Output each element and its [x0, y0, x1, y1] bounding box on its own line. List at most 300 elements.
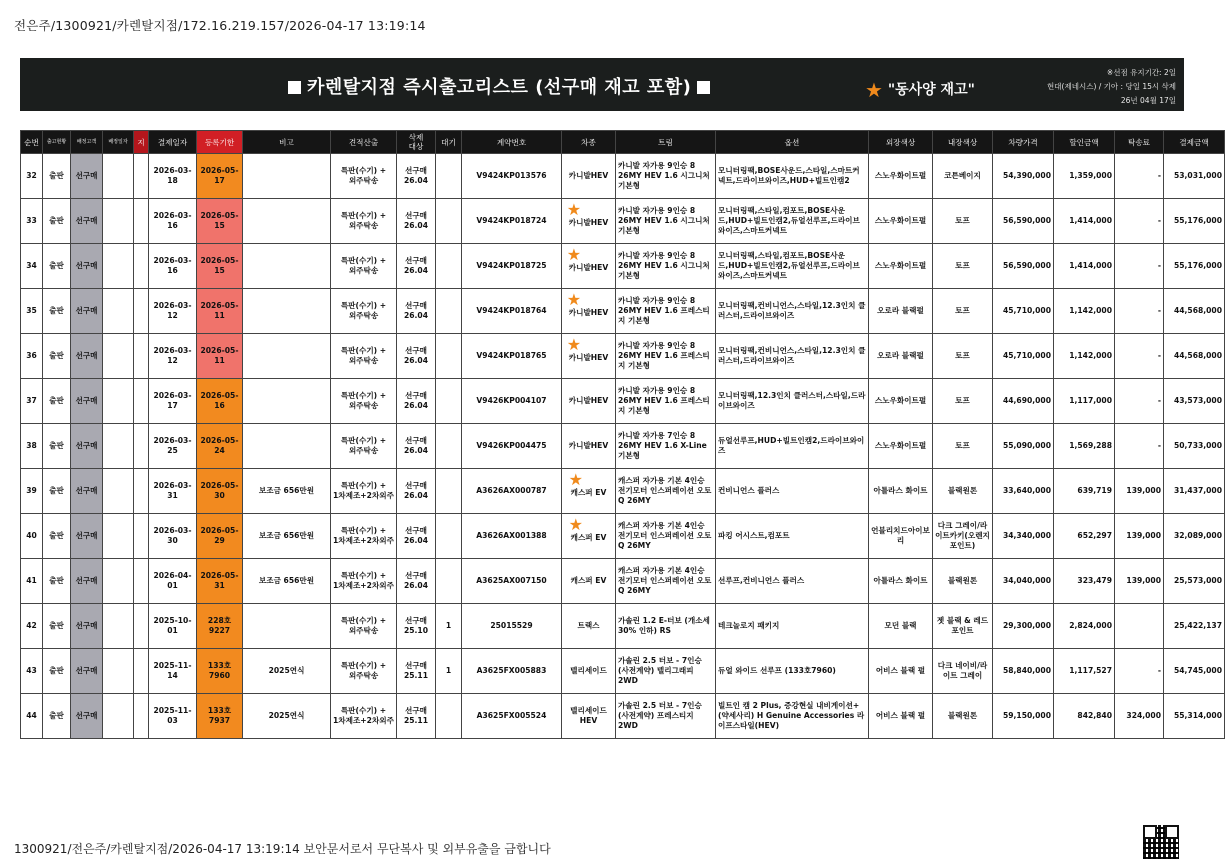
- cell-model: [562, 379, 616, 424]
- table-row: [21, 379, 1225, 424]
- cell-no: 32: [21, 154, 43, 199]
- cell-status: 출판: [43, 604, 71, 649]
- cell-delivery: -: [1115, 154, 1164, 199]
- empty-cell: [134, 514, 149, 559]
- cell-discount: 652,297: [1054, 514, 1115, 559]
- cell-note: 보조금 656만원: [243, 514, 331, 559]
- empty-cell: [134, 244, 149, 289]
- cell-int: 토프: [933, 379, 993, 424]
- cell-note: [243, 244, 331, 289]
- cell-int: 토프: [933, 244, 993, 289]
- cell-ext: 스노우화이트펄: [869, 244, 933, 289]
- cell-trim: 카니발 자가용 9인승 8 26MY HEV 1.6 시그니처 기본형: [616, 244, 716, 289]
- cell-wait: [436, 289, 462, 334]
- cell-pay-date: 2026-03-18: [149, 154, 197, 199]
- cell-ext: 어비스 블랙 펄: [869, 694, 933, 739]
- empty-cell: [103, 334, 134, 379]
- cell-discount: 1,359,000: [1054, 154, 1115, 199]
- cell-ext: 언블리치드아이보리: [869, 514, 933, 559]
- col-header: 지: [134, 131, 149, 154]
- cell-pay-date: 2025-10-01: [149, 604, 197, 649]
- col-header: 삭제 대상: [397, 131, 436, 154]
- cell-note: [243, 334, 331, 379]
- cell-wait: [436, 199, 462, 244]
- col-header: 배정일자: [103, 131, 134, 154]
- banner-title: [282, 73, 716, 99]
- cell-note: [243, 604, 331, 649]
- cell-delete: 선구매 26.04: [397, 244, 436, 289]
- cell-options: 모니터링팩,컨비니언스,스타일,12.3인치 클러스터,드라이브와이즈: [716, 334, 869, 379]
- cell-no: 43: [21, 649, 43, 694]
- cell-price: 55,090,000: [993, 424, 1054, 469]
- cell-deadline: 2026-05-15: [197, 244, 243, 289]
- cell-discount: 1,142,000: [1054, 289, 1115, 334]
- empty-cell: [103, 694, 134, 739]
- model-name: 캐스퍼 EV: [570, 576, 607, 585]
- cell-delivery: 139,000: [1115, 469, 1164, 514]
- empty-cell: [134, 424, 149, 469]
- same-spec-stock-badge: [865, 78, 975, 102]
- cell-discount: 323,479: [1054, 559, 1115, 604]
- table-row: [21, 514, 1225, 559]
- cell-deadline: 2026-05-15: [197, 199, 243, 244]
- model-name: 카니발HEV: [568, 171, 609, 180]
- cell-int: 블랙원톤: [933, 469, 993, 514]
- col-header: 차량가격: [993, 131, 1054, 154]
- cell-contract: A3625FX005883: [462, 649, 562, 694]
- cell-contract: 25015529: [462, 604, 562, 649]
- empty-cell: [134, 334, 149, 379]
- cell-wait: [436, 154, 462, 199]
- cell-options: 테크놀로지 패키지: [716, 604, 869, 649]
- col-header: 배정고객: [71, 131, 103, 154]
- cell-quote: 특판(수기) + 외주탁송: [331, 244, 397, 289]
- cell-note: [243, 199, 331, 244]
- cell-discount: 1,117,000: [1054, 379, 1115, 424]
- cell-price: 58,840,000: [993, 649, 1054, 694]
- empty-cell: [103, 424, 134, 469]
- table-row: [21, 289, 1225, 334]
- cell-quote: 특판(수기) + 1차제조+2차외주: [331, 559, 397, 604]
- cell-total: 32,089,000: [1164, 514, 1225, 559]
- cell-delete: 선구매 25.11: [397, 694, 436, 739]
- cell-trim: 캐스퍼 자가용 기본 4인승 전기모터 인스퍼레이션 오토 Q 26MY: [616, 469, 716, 514]
- cell-assign: 선구매: [71, 649, 103, 694]
- model-name: 카니발HEV: [568, 441, 609, 450]
- cell-delivery: -: [1115, 199, 1164, 244]
- cell-int: 토프: [933, 289, 993, 334]
- table-header-row: [21, 131, 1225, 154]
- cell-trim: 카니발 자가용 9인승 8 26MY HEV 1.6 프레스티지 기본형: [616, 289, 716, 334]
- cell-total: 43,573,000: [1164, 379, 1225, 424]
- empty-cell: [134, 604, 149, 649]
- cell-wait: [436, 514, 462, 559]
- col-header: 비고: [243, 131, 331, 154]
- model-name: 카니발HEV: [568, 262, 609, 272]
- empty-cell: [103, 604, 134, 649]
- cell-trim: 카니발 자가용 9인승 8 26MY HEV 1.6 프레스티지 기본형: [616, 334, 716, 379]
- cell-delivery: -: [1115, 379, 1164, 424]
- model-name: 카니발HEV: [568, 307, 609, 317]
- empty-cell: [134, 154, 149, 199]
- cell-model: ★카니발HEV: [562, 334, 616, 379]
- empty-cell: [103, 199, 134, 244]
- cell-total: 55,176,000: [1164, 244, 1225, 289]
- cell-price: 54,390,000: [993, 154, 1054, 199]
- cell-delivery: -: [1115, 649, 1164, 694]
- cell-no: 40: [21, 514, 43, 559]
- cell-status: 출판: [43, 424, 71, 469]
- table-row: [21, 199, 1225, 244]
- cell-delete: 선구매 25.10: [397, 604, 436, 649]
- cell-contract: V9426KP004107: [462, 379, 562, 424]
- cell-int: 코튼베이지: [933, 154, 993, 199]
- cell-status: 출판: [43, 244, 71, 289]
- banner-notes: [1047, 66, 1176, 108]
- table-row: [21, 604, 1225, 649]
- cell-quote: 특판(수기) + 1차제조+2차외주: [331, 469, 397, 514]
- cell-contract: V9424KP013576: [462, 154, 562, 199]
- cell-contract: V9426KP004475: [462, 424, 562, 469]
- cell-status: 출판: [43, 334, 71, 379]
- model-name: 텔리세이드 HEV: [570, 706, 607, 725]
- cell-status: 출판: [43, 289, 71, 334]
- cell-deadline: 2026-05-11: [197, 289, 243, 334]
- document-footer-meta: 1300921/전은주/카렌탈지점/2026-04-17 13:19:14 보안문서로서 무단복사 및 외부유출을 금합니다: [14, 842, 551, 856]
- table-row: [21, 469, 1225, 514]
- cell-no: 44: [21, 694, 43, 739]
- col-header: 등록기한: [197, 131, 243, 154]
- star-icon: ★: [865, 78, 883, 102]
- cell-pay-date: 2025-11-03: [149, 694, 197, 739]
- cell-note: 2025연식: [243, 694, 331, 739]
- cell-delivery: -: [1115, 289, 1164, 334]
- cell-trim: 가솔린 1.2 E-터보 (개소세 30% 인하) RS: [616, 604, 716, 649]
- cell-contract: V9424KP018725: [462, 244, 562, 289]
- cell-pay-date: 2026-03-31: [149, 469, 197, 514]
- cell-wait: [436, 334, 462, 379]
- square-icon: [288, 81, 301, 94]
- cell-model: [562, 559, 616, 604]
- cell-delete: 선구매 26.04: [397, 199, 436, 244]
- cell-discount: 1,414,000: [1054, 244, 1115, 289]
- cell-pay-date: 2026-03-30: [149, 514, 197, 559]
- table-row: [21, 649, 1225, 694]
- cell-price: 56,590,000: [993, 199, 1054, 244]
- cell-quote: 특판(수기) + 외주탁송: [331, 334, 397, 379]
- cell-assign: 선구매: [71, 199, 103, 244]
- cell-discount: 1,142,000: [1054, 334, 1115, 379]
- cell-options: 듀얼 와이드 선루프 (133호7960): [716, 649, 869, 694]
- model-name: 텔리세이드: [570, 666, 607, 675]
- cell-int: 토프: [933, 199, 993, 244]
- cell-pay-date: 2026-04-01: [149, 559, 197, 604]
- cell-price: 56,590,000: [993, 244, 1054, 289]
- model-name: 캐스퍼 EV: [570, 532, 607, 542]
- square-icon: [697, 81, 710, 94]
- cell-no: 37: [21, 379, 43, 424]
- cell-total: 25,422,137: [1164, 604, 1225, 649]
- cell-options: 모니터링팩,12.3인치 클러스터,스타일,드라이브와이즈: [716, 379, 869, 424]
- banner-title-text: 카렌탈지점 즉시출고리스트 (선구매 재고 포함): [307, 77, 692, 98]
- cell-contract: V9424KP018724: [462, 199, 562, 244]
- cell-quote: 특판(수기) + 외주탁송: [331, 424, 397, 469]
- cell-delete: 선구매 26.04: [397, 334, 436, 379]
- cell-delivery: -: [1115, 424, 1164, 469]
- cell-wait: [436, 469, 462, 514]
- document-header-meta: 전은주/1300921/카렌탈지점/172.16.219.157/2026-04-17 13:19:14: [14, 18, 426, 33]
- col-header: 외장색상: [869, 131, 933, 154]
- cell-pay-date: 2026-03-12: [149, 334, 197, 379]
- cell-model: [562, 649, 616, 694]
- cell-note: 보조금 656만원: [243, 469, 331, 514]
- empty-cell: [134, 694, 149, 739]
- cell-deadline: 2026-05-17: [197, 154, 243, 199]
- cell-status: 출판: [43, 199, 71, 244]
- cell-trim: 카니발 자가용 9인승 8 26MY HEV 1.6 시그니처 기본형: [616, 199, 716, 244]
- cell-total: 44,568,000: [1164, 289, 1225, 334]
- cell-int: 젯 블랙 & 레드 포인트: [933, 604, 993, 649]
- cell-no: 34: [21, 244, 43, 289]
- model-name: 캐스퍼 EV: [570, 487, 607, 497]
- cell-model: [562, 604, 616, 649]
- cell-ext: 스노우화이트펄: [869, 154, 933, 199]
- banner-date: 26년 04월 17일: [1120, 96, 1176, 105]
- cell-ext: 스노우화이트펄: [869, 199, 933, 244]
- cell-assign: 선구매: [71, 244, 103, 289]
- cell-ext: 오로라 블랙펄: [869, 289, 933, 334]
- cell-deadline: 228호9227: [197, 604, 243, 649]
- cell-note: [243, 424, 331, 469]
- cell-note: [243, 379, 331, 424]
- cell-int: 블랙원톤: [933, 559, 993, 604]
- cell-wait: 1: [436, 649, 462, 694]
- cell-total: 25,573,000: [1164, 559, 1225, 604]
- cell-pay-date: 2026-03-16: [149, 244, 197, 289]
- cell-price: 33,640,000: [993, 469, 1054, 514]
- col-header: 내장색상: [933, 131, 993, 154]
- cell-contract: A3626AX001388: [462, 514, 562, 559]
- empty-cell: [103, 469, 134, 514]
- empty-cell: [103, 289, 134, 334]
- col-header: 견적산출: [331, 131, 397, 154]
- cell-delete: 선구매 25.11: [397, 649, 436, 694]
- cell-model: [562, 424, 616, 469]
- cell-assign: 선구매: [71, 289, 103, 334]
- cell-int: 토프: [933, 424, 993, 469]
- cell-wait: [436, 694, 462, 739]
- cell-deadline: 2026-05-29: [197, 514, 243, 559]
- cell-options: 컨비니언스 플러스: [716, 469, 869, 514]
- cell-delivery: 139,000: [1115, 559, 1164, 604]
- cell-wait: [436, 559, 462, 604]
- empty-cell: [134, 469, 149, 514]
- cell-options: 모니터링팩,BOSE사운드,스타일,스마트커넥트,드라이브와이즈,HUD+빌트인캠2: [716, 154, 869, 199]
- cell-price: 45,710,000: [993, 334, 1054, 379]
- cell-price: 34,040,000: [993, 559, 1054, 604]
- cell-ext: 어비스 블랙 펄: [869, 649, 933, 694]
- empty-cell: [103, 154, 134, 199]
- cell-contract: A3625FX005524: [462, 694, 562, 739]
- cell-discount: 2,824,000: [1054, 604, 1115, 649]
- cell-delivery: 139,000: [1115, 514, 1164, 559]
- cell-delivery: -: [1115, 244, 1164, 289]
- empty-cell: [134, 559, 149, 604]
- cell-model: ★카니발HEV: [562, 244, 616, 289]
- col-header: 옵션: [716, 131, 869, 154]
- col-header: 계약번호: [462, 131, 562, 154]
- cell-trim: 카니발 자가용 7인승 8 26MY HEV 1.6 X-Line 기본형: [616, 424, 716, 469]
- cell-total: 55,314,000: [1164, 694, 1225, 739]
- cell-pay-date: 2026-03-16: [149, 199, 197, 244]
- cell-discount: 1,569,288: [1054, 424, 1115, 469]
- empty-cell: [134, 379, 149, 424]
- model-name: 트랙스: [577, 621, 600, 630]
- cell-assign: 선구매: [71, 334, 103, 379]
- cell-note: [243, 289, 331, 334]
- cell-options: 빌트인 캠 2 Plus, 증강현실 내비게이션+(약세사리) H Genuine Accessories 라이프스타일(HEV): [716, 694, 869, 739]
- cell-int: 다크 그레이/라이트카키(오렌지포인트): [933, 514, 993, 559]
- cell-delete: 선구매 26.04: [397, 379, 436, 424]
- cell-note: 2025연식: [243, 649, 331, 694]
- cell-pay-date: 2026-03-25: [149, 424, 197, 469]
- cell-quote: 특판(수기) + 외주탁송: [331, 154, 397, 199]
- cell-model: ★캐스퍼 EV: [562, 469, 616, 514]
- cell-model: [562, 154, 616, 199]
- cell-ext: 스노우화이트펄: [869, 379, 933, 424]
- delete-rule-note: 현대(제네시스) / 기아 : 당일 15시 삭제: [1047, 82, 1176, 91]
- cell-no: 35: [21, 289, 43, 334]
- cell-assign: 선구매: [71, 559, 103, 604]
- cell-discount: 1,414,000: [1054, 199, 1115, 244]
- cell-quote: 특판(수기) + 1차제조+2차외주: [331, 514, 397, 559]
- col-header: 탁송료: [1115, 131, 1164, 154]
- cell-wait: [436, 424, 462, 469]
- cell-assign: 선구매: [71, 694, 103, 739]
- cell-assign: 선구매: [71, 379, 103, 424]
- col-header: 대기: [436, 131, 462, 154]
- qr-code-icon: [1143, 825, 1179, 859]
- cell-deadline: 133호7937: [197, 694, 243, 739]
- col-header: 결제일자: [149, 131, 197, 154]
- cell-delivery: 324,000: [1115, 694, 1164, 739]
- cell-delete: 선구매 26.04: [397, 514, 436, 559]
- cell-options: 모니터링팩,스타일,컴포트,BOSE사운드,HUD+빌트인캠2,듀얼선루프,드라이브와이즈,스마트커넥트: [716, 199, 869, 244]
- title-banner: [20, 58, 1184, 111]
- cell-no: 33: [21, 199, 43, 244]
- cell-delivery: [1115, 604, 1164, 649]
- stock-table: [20, 130, 1225, 739]
- cell-options: 듀얼선루프,HUD+빌트인캠2,드라이브와이즈: [716, 424, 869, 469]
- cell-assign: 선구매: [71, 514, 103, 559]
- cell-total: 54,745,000: [1164, 649, 1225, 694]
- cell-deadline: 2026-05-31: [197, 559, 243, 604]
- cell-trim: 가솔린 2.5 터보 - 7인승 (사전계약) 프레스티지 2WD: [616, 694, 716, 739]
- cell-status: 출판: [43, 559, 71, 604]
- cell-no: 39: [21, 469, 43, 514]
- cell-delete: 선구매 26.04: [397, 424, 436, 469]
- table-row: [21, 244, 1225, 289]
- empty-cell: [134, 289, 149, 334]
- empty-cell: [134, 199, 149, 244]
- cell-delete: 선구매 26.04: [397, 559, 436, 604]
- cell-options: 모니터링팩,스타일,컴포트,BOSE사운드,HUD+빌트인캠2,듀얼선루프,드라이브와이즈,스마트커넥트: [716, 244, 869, 289]
- cell-delete: 선구매 26.04: [397, 154, 436, 199]
- cell-total: 31,437,000: [1164, 469, 1225, 514]
- cell-delete: 선구매 26.04: [397, 469, 436, 514]
- table-row: [21, 154, 1225, 199]
- empty-cell: [103, 649, 134, 694]
- cell-model: [562, 694, 616, 739]
- cell-price: 59,150,000: [993, 694, 1054, 739]
- cell-quote: 특판(수기) + 1차제조+2차외주: [331, 694, 397, 739]
- cell-assign: 선구매: [71, 424, 103, 469]
- cell-pay-date: 2026-03-12: [149, 289, 197, 334]
- cell-wait: [436, 379, 462, 424]
- cell-quote: 특판(수기) + 외주탁송: [331, 379, 397, 424]
- col-header: 출고현황: [43, 131, 71, 154]
- cell-ext: 스노우화이트펄: [869, 424, 933, 469]
- cell-quote: 특판(수기) + 외주탁송: [331, 604, 397, 649]
- cell-no: 38: [21, 424, 43, 469]
- col-header: 결제금액: [1164, 131, 1225, 154]
- col-header: 순번: [21, 131, 43, 154]
- cell-delivery: -: [1115, 334, 1164, 379]
- cell-price: 29,300,000: [993, 604, 1054, 649]
- cell-deadline: 133호7960: [197, 649, 243, 694]
- cell-model: ★카니발HEV: [562, 289, 616, 334]
- cell-total: 44,568,000: [1164, 334, 1225, 379]
- empty-cell: [103, 379, 134, 424]
- table-row: [21, 424, 1225, 469]
- cell-quote: 특판(수기) + 외주탁송: [331, 199, 397, 244]
- cell-no: 41: [21, 559, 43, 604]
- cell-price: 44,690,000: [993, 379, 1054, 424]
- cell-int: 블랙원톤: [933, 694, 993, 739]
- cell-int: 토프: [933, 334, 993, 379]
- col-header: 트림: [616, 131, 716, 154]
- cell-trim: 캐스퍼 자가용 기본 4인승 전기모터 인스퍼레이션 오토 Q 26MY: [616, 559, 716, 604]
- cell-assign: 선구매: [71, 469, 103, 514]
- cell-pay-date: 2026-03-17: [149, 379, 197, 424]
- cell-discount: 639,719: [1054, 469, 1115, 514]
- cell-delete: 선구매 26.04: [397, 289, 436, 334]
- cell-note: [243, 154, 331, 199]
- cell-wait: 1: [436, 604, 462, 649]
- cell-ext: 아틀라스 화이트: [869, 559, 933, 604]
- cell-discount: 1,117,527: [1054, 649, 1115, 694]
- cell-int: 다크 네이비/라이트 그레이: [933, 649, 993, 694]
- table-row: [21, 334, 1225, 379]
- cell-price: 34,340,000: [993, 514, 1054, 559]
- empty-cell: [134, 649, 149, 694]
- cell-quote: 특판(수기) + 외주탁송: [331, 289, 397, 334]
- cell-deadline: 2026-05-11: [197, 334, 243, 379]
- cell-status: 출판: [43, 649, 71, 694]
- cell-options: 모니터링팩,컨비니언스,스타일,12.3인치 클러스터,드라이브와이즈: [716, 289, 869, 334]
- cell-discount: 842,840: [1054, 694, 1115, 739]
- cell-quote: 특판(수기) + 외주탁송: [331, 649, 397, 694]
- badge-text: "동사양 재고": [887, 82, 975, 98]
- cell-status: 출판: [43, 469, 71, 514]
- cell-assign: 선구매: [71, 154, 103, 199]
- cell-assign: 선구매: [71, 604, 103, 649]
- cell-ext: 아틀라스 화이트: [869, 469, 933, 514]
- cell-ext: 오로라 블랙펄: [869, 334, 933, 379]
- cell-total: 50,733,000: [1164, 424, 1225, 469]
- cell-price: 45,710,000: [993, 289, 1054, 334]
- cell-total: 53,031,000: [1164, 154, 1225, 199]
